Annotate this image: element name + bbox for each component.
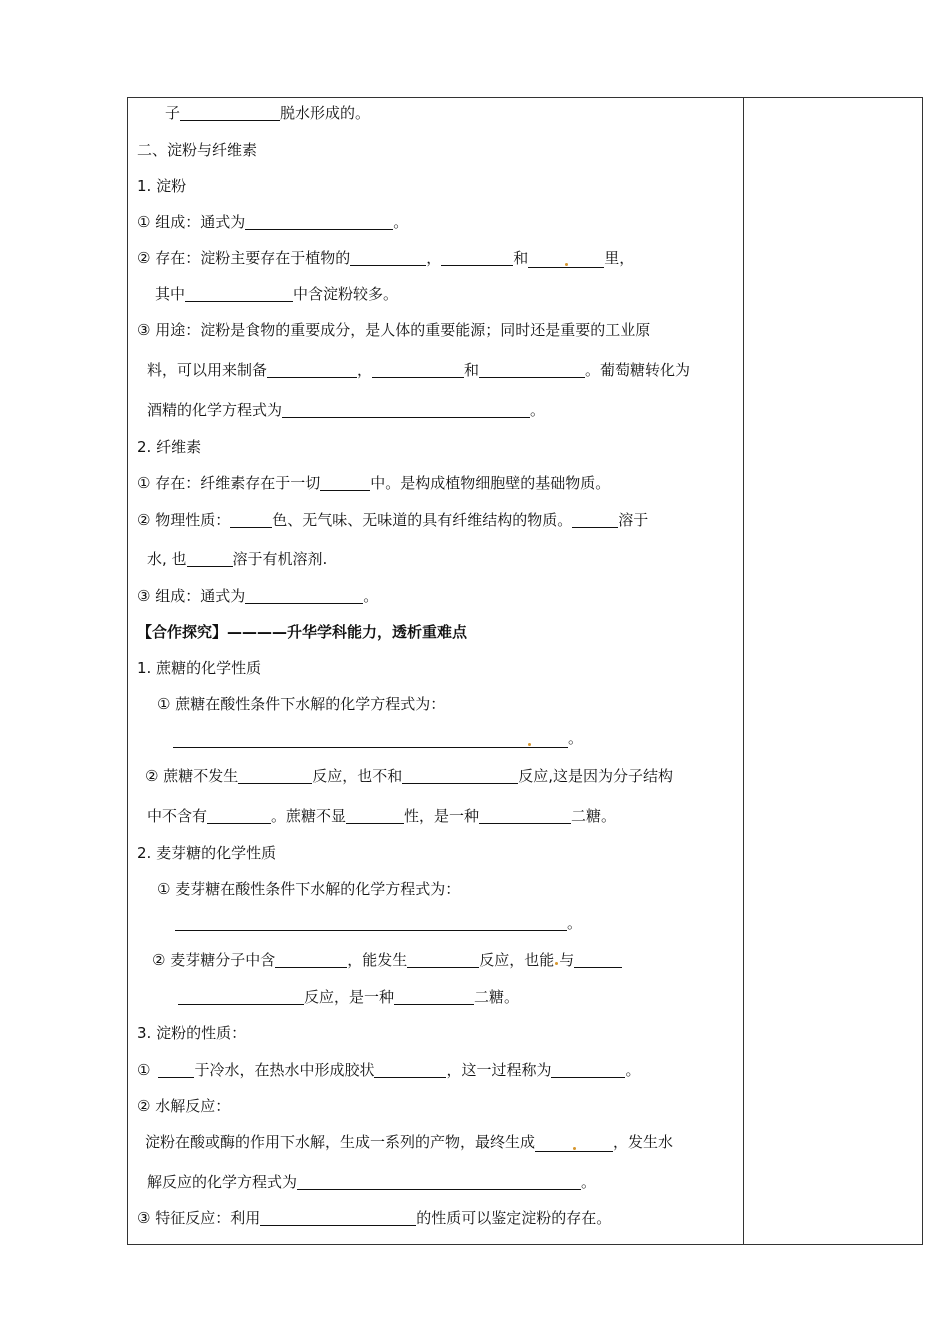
line-31 — [137, 1208, 611, 1228]
line-18 — [173, 728, 583, 748]
line-7: ③ 用途：淀粉是食物的重要成分，是人体的重要能源；同时还是重要的工业原 — [137, 321, 651, 339]
blank — [535, 1135, 613, 1152]
line-8 — [147, 360, 690, 380]
line-30 — [147, 1172, 596, 1192]
dot-mark — [565, 263, 568, 266]
text: ① 存在：纤维素存在于一切 — [137, 474, 321, 492]
text: 的性质可以鉴定淀粉的存在。 — [416, 1209, 612, 1227]
blank — [479, 361, 585, 378]
text: 溶于有机溶剂. — [232, 550, 328, 568]
text: 。蔗糖不显 — [271, 807, 347, 825]
line-17: ① 蔗糖在酸性条件下水解的化学方程式为： — [157, 695, 446, 713]
dot-mark — [555, 962, 558, 965]
text: 中不含有 — [147, 807, 208, 825]
text: 其中 — [155, 285, 186, 303]
line-9 — [147, 400, 545, 420]
line-13 — [147, 549, 327, 569]
blank — [374, 1061, 446, 1078]
line-5 — [137, 248, 634, 268]
line-23 — [175, 913, 582, 933]
text: ① 组成：通式为 — [137, 213, 246, 231]
text: 性，是一种 — [404, 807, 480, 825]
text: 。 — [363, 587, 379, 605]
section-heading: 二、淀粉与纤维素 — [137, 141, 258, 159]
blank — [407, 951, 479, 968]
blank — [178, 988, 304, 1005]
line-19 — [145, 766, 673, 786]
subheading-starch-properties: 3. 淀粉的性质： — [137, 1024, 247, 1042]
blank — [350, 249, 426, 266]
text: 酒精的化学方程式为 — [147, 401, 283, 419]
text: ② 麦芽糖分子中含 — [152, 951, 276, 969]
text: 。 — [568, 729, 584, 747]
text: ② 蔗糖不发生 — [145, 767, 239, 785]
blank — [441, 249, 513, 266]
blank — [528, 251, 604, 268]
equation-blank — [173, 731, 568, 748]
text: 二糖。 — [571, 807, 617, 825]
text: 料，可以用来制备 — [147, 361, 268, 379]
blank — [180, 104, 280, 121]
blank — [402, 767, 518, 784]
column-divider — [743, 97, 744, 1245]
line-11 — [137, 473, 610, 493]
blank — [245, 587, 363, 604]
text: ，能发生 — [347, 951, 408, 969]
text: 淀粉在酸或酶的作用下水解，生成一系列的产物，最终生成 — [145, 1133, 536, 1151]
text: 于冷水，在热水中形成胶状 — [194, 1061, 375, 1079]
dot-mark — [528, 743, 531, 746]
text: ， — [426, 249, 442, 267]
text: ② 存在：淀粉主要存在于植物的 — [137, 249, 351, 267]
blank — [574, 951, 622, 968]
subheading-cellulose: 2. 纤维素 — [137, 438, 202, 456]
blank — [185, 285, 293, 302]
blank — [572, 511, 618, 528]
text: 和 — [513, 249, 529, 267]
line-12 — [137, 510, 648, 530]
text: 。 — [567, 914, 583, 932]
blank — [187, 550, 233, 567]
line-14 — [137, 586, 378, 606]
line-28: ② 水解反应： — [137, 1097, 231, 1115]
text: 反应，也能 — [479, 951, 555, 969]
text: 与 — [559, 951, 575, 969]
text: 。葡萄糖转化为 — [585, 361, 691, 379]
text: ，这一过程称为 — [446, 1061, 552, 1079]
text: 水, 也 — [147, 550, 187, 568]
blank — [320, 474, 370, 491]
subheading-maltose: 2. 麦芽糖的化学性质 — [137, 844, 277, 862]
line-24 — [152, 950, 622, 970]
blank — [245, 213, 393, 230]
line-25 — [178, 987, 519, 1007]
blank — [267, 361, 357, 378]
equation-blank — [175, 914, 567, 931]
blank — [372, 361, 464, 378]
text: 反应，也不和 — [312, 767, 403, 785]
blank — [297, 1173, 581, 1190]
text: ① — [137, 1061, 151, 1079]
blank — [479, 807, 571, 824]
blank — [282, 401, 530, 418]
text: 脱水形成的。 — [280, 104, 371, 122]
blank — [394, 988, 474, 1005]
dot-mark — [573, 1147, 576, 1150]
blank — [260, 1209, 416, 1226]
line-20 — [147, 806, 616, 826]
text: 溶于 — [618, 511, 649, 529]
line-6 — [155, 284, 398, 304]
subheading-starch: 1. 淀粉 — [137, 177, 187, 195]
blank — [207, 807, 271, 824]
text: ③ 组成：通式为 — [137, 587, 246, 605]
text: 。 — [530, 401, 546, 419]
text: 色、无气味、无味道的具有纤维结构的物质。 — [272, 511, 573, 529]
text: ，发生水 — [613, 1133, 674, 1151]
text: 反应，是一种 — [304, 988, 395, 1006]
text: 。 — [581, 1173, 597, 1191]
text: 中含淀粉较多。 — [293, 285, 399, 303]
text: ， — [357, 361, 373, 379]
text: 中。是构成植物细胞壁的基础物质。 — [370, 474, 611, 492]
text: 子 — [165, 104, 181, 122]
text: 和 — [464, 361, 480, 379]
blank — [238, 767, 312, 784]
line-27 — [137, 1060, 641, 1080]
line-4 — [137, 212, 408, 232]
text: 反应,这是因为分子结构 — [518, 767, 674, 785]
subheading-sucrose: 1. 蔗糖的化学性质 — [137, 659, 262, 677]
text: ② 物理性质： — [137, 511, 231, 529]
text: ③ 特征反应：利用 — [137, 1209, 261, 1227]
text: 二糖。 — [474, 988, 520, 1006]
text: 里， — [604, 249, 635, 267]
line-1 — [165, 103, 370, 123]
blank — [275, 951, 347, 968]
line-29 — [145, 1132, 673, 1152]
line-22: ① 麦芽糖在酸性条件下水解的化学方程式为： — [157, 880, 461, 898]
blank — [158, 1061, 194, 1078]
text: 。 — [393, 213, 409, 231]
text: 。 — [625, 1061, 641, 1079]
blank — [551, 1061, 625, 1078]
blank — [230, 511, 272, 528]
cooperative-inquiry-heading: 【合作探究】————升华学科能力，透析重难点 — [137, 623, 468, 641]
text: 解反应的化学方程式为 — [147, 1173, 298, 1191]
blank — [346, 807, 404, 824]
